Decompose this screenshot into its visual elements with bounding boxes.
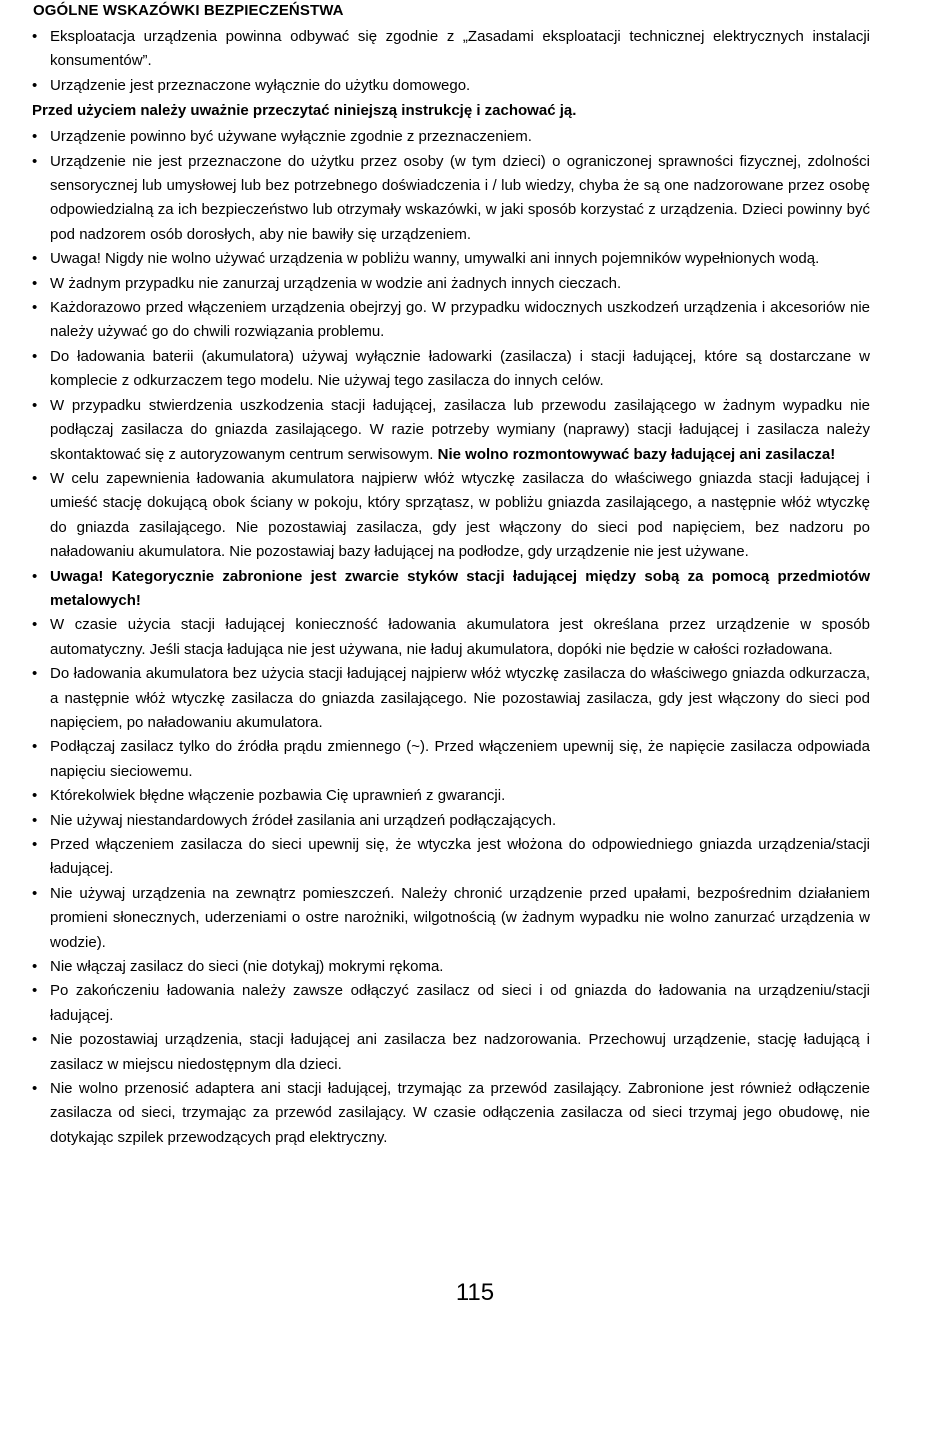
item-text: Każdorazowo przed włączeniem urządzenia obejrzyj go. W przypadku widocznych uszkodzeń urządzenia i akcesoriów nie należy używać go do chwili rozwiązania problemu. [50, 299, 870, 341]
item-bold-text: Uwaga! Kategorycznie zabronione jest zwarcie styków stacji ładującej między sobą za pomocą przedmiotów metalowych! [50, 567, 870, 609]
list-item [30, 784, 870, 808]
bullet-list-intro [30, 25, 870, 98]
list-item: • Eksploatacja urządzenia powinna odbywać się zgodnie z „Zasadami eksploatacji technicznej elektrycznych instalacji konsumentów”. [30, 25, 870, 74]
item-text: W czasie użycia stacji ładującej konieczność ładowania akumulatora jest określana przez urządzenie w sposób automatyczny. Jeśli stacja ładująca nie jest używana, nie ładuj akumulatora, dopóki nie będzie w całości rozładowana. [50, 616, 870, 658]
item-text: Nie pozostawiaj urządzenia, stacji ładującej ani zasilacza bez nadzorowania. Przechowuj urządzenie, stację ładującą i zasilacz w miejscu niedostępnym dla dzieci. [50, 1031, 870, 1073]
list-item [30, 613, 870, 662]
item-text: Podłączaj zasilacz tylko do źródła prądu zmiennego (~). Przed włączeniem upewnij się, że napięcie zasilacza odpowiada napięciu sieciowemu. [50, 738, 870, 780]
list-item [30, 979, 870, 1028]
list-item [30, 247, 870, 271]
list-item [30, 565, 870, 614]
list-item [30, 125, 870, 149]
list-item [30, 272, 870, 296]
item-text: Przed włączeniem zasilacza do sieci upewnij się, że wtyczka jest włożona do odpowiedniego gniazda urządzenia/stacji ładującej. [50, 836, 870, 878]
item-text: Którekolwiek błędne włączenie pozbawia Cię uprawnień z gwarancji. [50, 787, 506, 805]
list-item: • Urządzenie jest przeznaczone wyłącznie do użytku domowego. [30, 74, 870, 98]
item-text: Nie wolno przenosić adaptera ani stacji ładującej, trzymając za przewód zasilający. Zabronione jest również odłączenie zasilacza od sieci, trzymając za przewód zasilający. W czasie odłączenia zasilacza od sieci trzymaj jego obudowę, nie dotykając szpilek przewodzących prąd elektryczny. [50, 1080, 870, 1146]
list-item [30, 345, 870, 394]
item-bold-text: Nie wolno rozmontowywać bazy ładującej ani zasilacza! [437, 445, 836, 463]
item-text: W celu zapewnienia ładowania akumulatora najpierw włóż wtyczkę zasilacza do właściwego gniazda stacji ładującej i umieść stację dokującą obok ściany w pokoju, który sprzątasz, w pobliżu gniazda zasilającego, a następnie włóż wtyczkę do gniazda zasilającego. Nie pozostawiaj zasilacza, gdy jest włączony do sieci pod napięciem, bez nadzoru po naładowaniu akumulatora. Nie pozostawiaj bazy ładującej na podłodze, gdy urządzenie nie jest używane. [50, 469, 870, 561]
item-text: Nie używaj urządzenia na zewnątrz pomieszczeń. Należy chronić urządzenie przed upałami, bezpośrednim działaniem promieni słonecznych, uderzeniami o ostre narożniki, wilgotnością (w żadnym wypadku nie wolno zanurzać urządzenia w wodzie). [50, 884, 870, 951]
list-item [30, 662, 870, 735]
item-text: W przypadku stwierdzenia uszkodzenia stacji ładującej, zasilacza lub przewodu zasilającego w żadnym wypadku nie podłączaj zasilacza do gniazda zasilającego. W razie potrzeby wymiany (naprawy) stacji ładującej i zasilacza należy skontaktować się z autoryzowanym centrum serwisowym. [50, 396, 870, 463]
item-text: Nie włączaj zasilacz do sieci (nie dotykaj) mokrymi rękoma. [50, 958, 444, 976]
list-item [30, 150, 870, 248]
item-text: Do ładowania akumulatora bez użycia stacji ładującej najpierw włóż wtyczkę zasilacza do właściwego gniazda odkurzacza, a następnie włóż wtyczkę zasilacza do gniazda zasilającego. Nie pozostawiaj zasilacza, gdy jest włączony do sieci pod napięciem, po naładowaniu akumulatora. [50, 665, 870, 731]
list-item [30, 394, 870, 467]
list-item [30, 1077, 870, 1150]
list-item [30, 809, 870, 833]
list-item [30, 467, 870, 565]
page-number: 115 [455, 1279, 495, 1306]
list-item [30, 833, 870, 882]
list-item [30, 1028, 870, 1077]
list-item [30, 955, 870, 979]
item-text: Urządzenie powinno być używane wyłącznie zgodnie z przeznaczeniem. [50, 128, 532, 146]
item-text: Do ładowania baterii (akumulatora) używaj wyłącznie ładowarki (zasilacza) i stacji ładującej, które są dostarczane w komplecie z odkurzaczem tego modelu. Nie używaj tego zasilacza do innych celów. [50, 347, 870, 390]
bullet-list-main [30, 125, 870, 1150]
item-text: Po zakończeniu ładowania należy zawsze odłączyć zasilacz od sieci i od gniazda do ładowania na urządzeniu/stacji ładującej. [50, 982, 870, 1024]
read-instructions-notice: Przed użyciem należy uważnie przeczytać niniejszą instrukcję i zachować ją. [32, 102, 577, 120]
item-text: Urządzenie nie jest przeznaczone do użytku przez osoby (w tym dzieci) o ograniczonej sprawności fizycznej, zdolności sensorycznej lub umysłowej lub bez potrzebnego doświadczenia i / lub wiedzy, chyba że są one nadzorowane przez osobę odpowiedzialną za ich bezpieczeństwo lub otrzymały wskazówki, w jaki sposób korzystać z urządzenia. Dzieci powinny być pod nadzorem osób dorosłych, aby nie bawiły się urządzeniem. [50, 152, 870, 243]
item-text: Nie używaj niestandardowych źródeł zasilania ani urządzeń podłączających. [50, 811, 557, 829]
section-heading: OGÓLNE WSKAZÓWKI BEZPIECZEŃSTWA [33, 2, 344, 19]
list-item [30, 735, 870, 784]
list-item [30, 296, 870, 345]
item-text: W żadnym przypadku nie zanurzaj urządzenia w wodzie ani żadnych innych cieczach. [50, 274, 622, 292]
item-text: Uwaga! Nigdy nie wolno używać urządzenia w pobliżu wanny, umywalki ani innych pojemników wypełnionych wodą. [50, 250, 820, 268]
list-item [30, 882, 870, 955]
document-page [30, 0, 870, 1150]
